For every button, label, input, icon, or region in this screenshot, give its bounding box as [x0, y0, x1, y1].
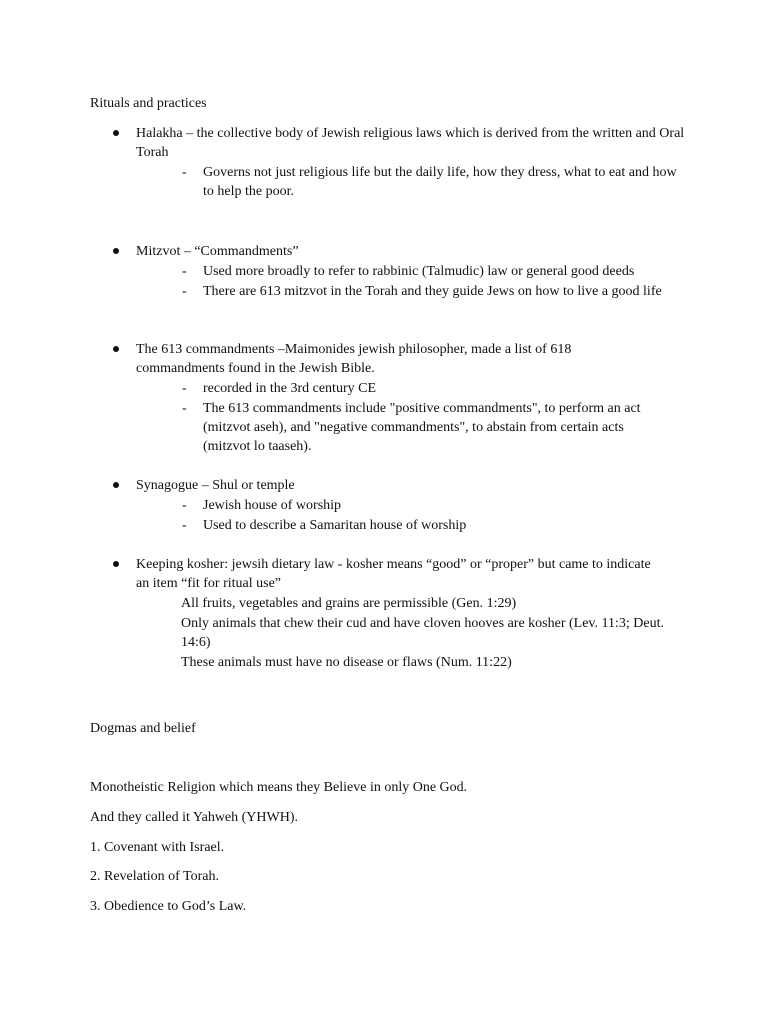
bullet-icon — [113, 561, 119, 567]
dash-marker: - — [182, 165, 187, 180]
numbered-item: 3. Obedience to God’s Law. — [90, 899, 247, 914]
dash-marker: - — [182, 498, 187, 513]
dash-marker: - — [182, 284, 187, 299]
sub-item: recorded in the 3rd century CE — [203, 381, 376, 396]
bullet-icon — [113, 248, 119, 254]
kosher-rule: Only animals that chew their cud and have cloven hooves are kosher (Lev. 11:3; Deut. 14:6) — [181, 616, 664, 650]
section-heading-dogmas: Dogmas and belief — [90, 721, 196, 736]
sub-item: The 613 commandments include "positive commandments", to perform an act (mitzvot aseh), and "negative commandments", to abstain from certain acts (mitzvot lo taaseh). — [203, 401, 641, 454]
dash-marker: - — [182, 518, 187, 533]
bullet-icon — [113, 346, 119, 352]
dash-marker: - — [182, 381, 187, 396]
kosher-rule: These animals must have no disease or flaws (Num. 11:22) — [181, 655, 512, 670]
sub-item: Used to describe a Samaritan house of worship — [203, 518, 467, 533]
dash-marker: - — [182, 401, 187, 416]
bullet-synagogue: Synagogue – Shul or temple — [136, 478, 295, 493]
numbered-item: 2. Revelation of Torah. — [90, 869, 220, 884]
sub-item: Jewish house of worship — [203, 498, 342, 513]
bullet-halakha: Halakha – the collective body of Jewish religious laws which is derived from the written and Oral Torah — [136, 126, 685, 160]
dash-marker: - — [182, 264, 187, 279]
bullet-mitzvot: Mitzvot – “Commandments” — [136, 244, 299, 259]
bullet-commandments: The 613 commandments –Maimonides jewish philosopher, made a list of 618 commandments found in the Jewish Bible. — [136, 342, 572, 376]
bullet-icon — [113, 130, 119, 136]
paragraph: Monotheistic Religion which means they Believe in only One God. — [90, 780, 468, 795]
kosher-rule: All fruits, vegetables and grains are permissible (Gen. 1:29) — [181, 596, 517, 611]
bullet-kosher: Keeping kosher: jewsih dietary law - kosher means “good” or “proper” but came to indicate an item “fit for ritual use” — [136, 557, 651, 591]
sub-item: Used more broadly to refer to rabbinic (Talmudic) law or general good deeds — [203, 264, 635, 279]
paragraph: And they called it Yahweh (YHWH). — [90, 810, 299, 825]
sub-item: There are 613 mitzvot in the Torah and they guide Jews on how to live a good life — [203, 284, 662, 299]
bullet-icon — [113, 482, 119, 488]
sub-item: Governs not just religious life but the daily life, how they dress, what to eat and how to help the poor. — [203, 165, 677, 199]
section-heading-rituals: Rituals and practices — [90, 96, 207, 111]
numbered-item: 1. Covenant with Israel. — [90, 840, 225, 855]
